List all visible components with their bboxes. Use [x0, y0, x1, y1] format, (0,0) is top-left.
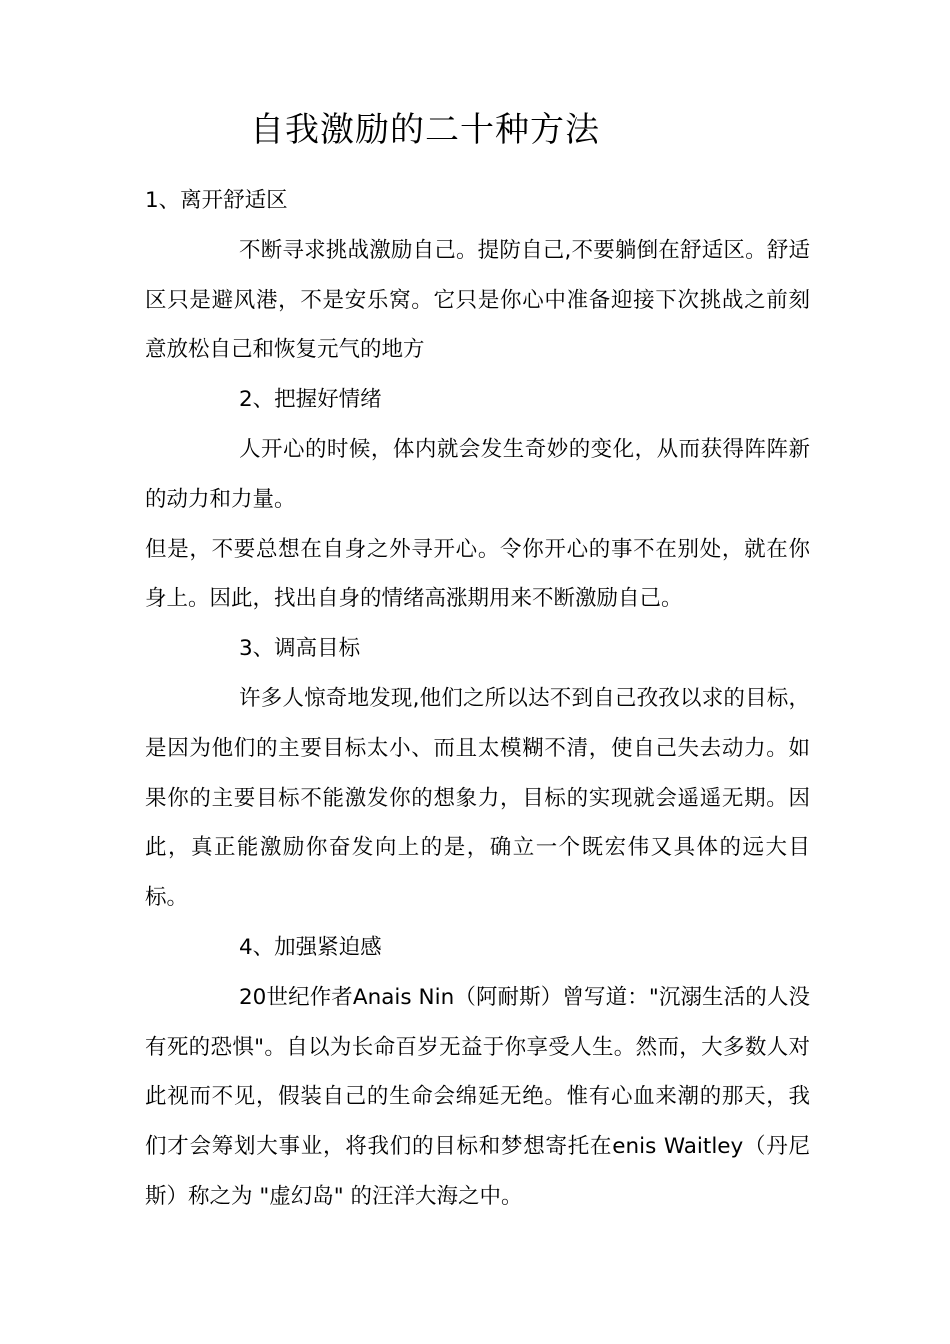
- section-heading-1: 1、离开舒适区: [145, 188, 288, 213]
- section-3-paragraph: 许多人惊奇地发现,他们之所以达不到自己孜孜以求的目标，是因为他们的主要目标太小、而且太模糊不清，使自己失去动力。如果你的主要目标不能激发你的想象力，目标的实现就会遥遥无期。因此，真正能激励你奋发向上的是，确立一个既宏伟又具体的远大目标。: [145, 685, 810, 911]
- section-heading-2: 2、把握好情绪: [239, 387, 382, 413]
- section-heading-3: 3、调高目标: [239, 636, 361, 662]
- section-4-paragraph: 20世纪作者Anais Nin（阿耐斯）曾写道："沉溺生活的人没有死的恐惧"。自以为长命百岁无益于你享受人生。然而，大多数人对此视而不见，假装自己的生命会绵延无绝。惟有心血来潮的那天，我们才会筹划大事业，将我们的目标和梦想寄托在enis Waitley（丹尼斯）称之为 "虚幻岛" 的汪洋大海之中。: [145, 984, 810, 1209]
- document-body: [145, 176, 810, 1222]
- section-1-paragraph: 不断寻求挑战激励自己。提防自己,不要躺倒在舒适区。舒适区只是避风港，不是安乐窝。它只是你心中准备迎接下次挑战之前刻意放松自己和恢复元气的地方: [145, 237, 810, 363]
- section-2-paragraph-1: 人开心的时候，体内就会发生奇妙的变化，从而获得阵阵新的动力和力量。: [145, 436, 810, 512]
- page-title: 自我激励的二十种方法: [250, 110, 600, 150]
- section-heading-4: 4、加强紧迫感: [239, 934, 382, 960]
- section-2-paragraph-2: 但是，不要总想在自身之外寻开心。令你开心的事不在别处，就在你身上。因此，找出自身的情绪高涨期用来不断激励自己。: [145, 536, 810, 612]
